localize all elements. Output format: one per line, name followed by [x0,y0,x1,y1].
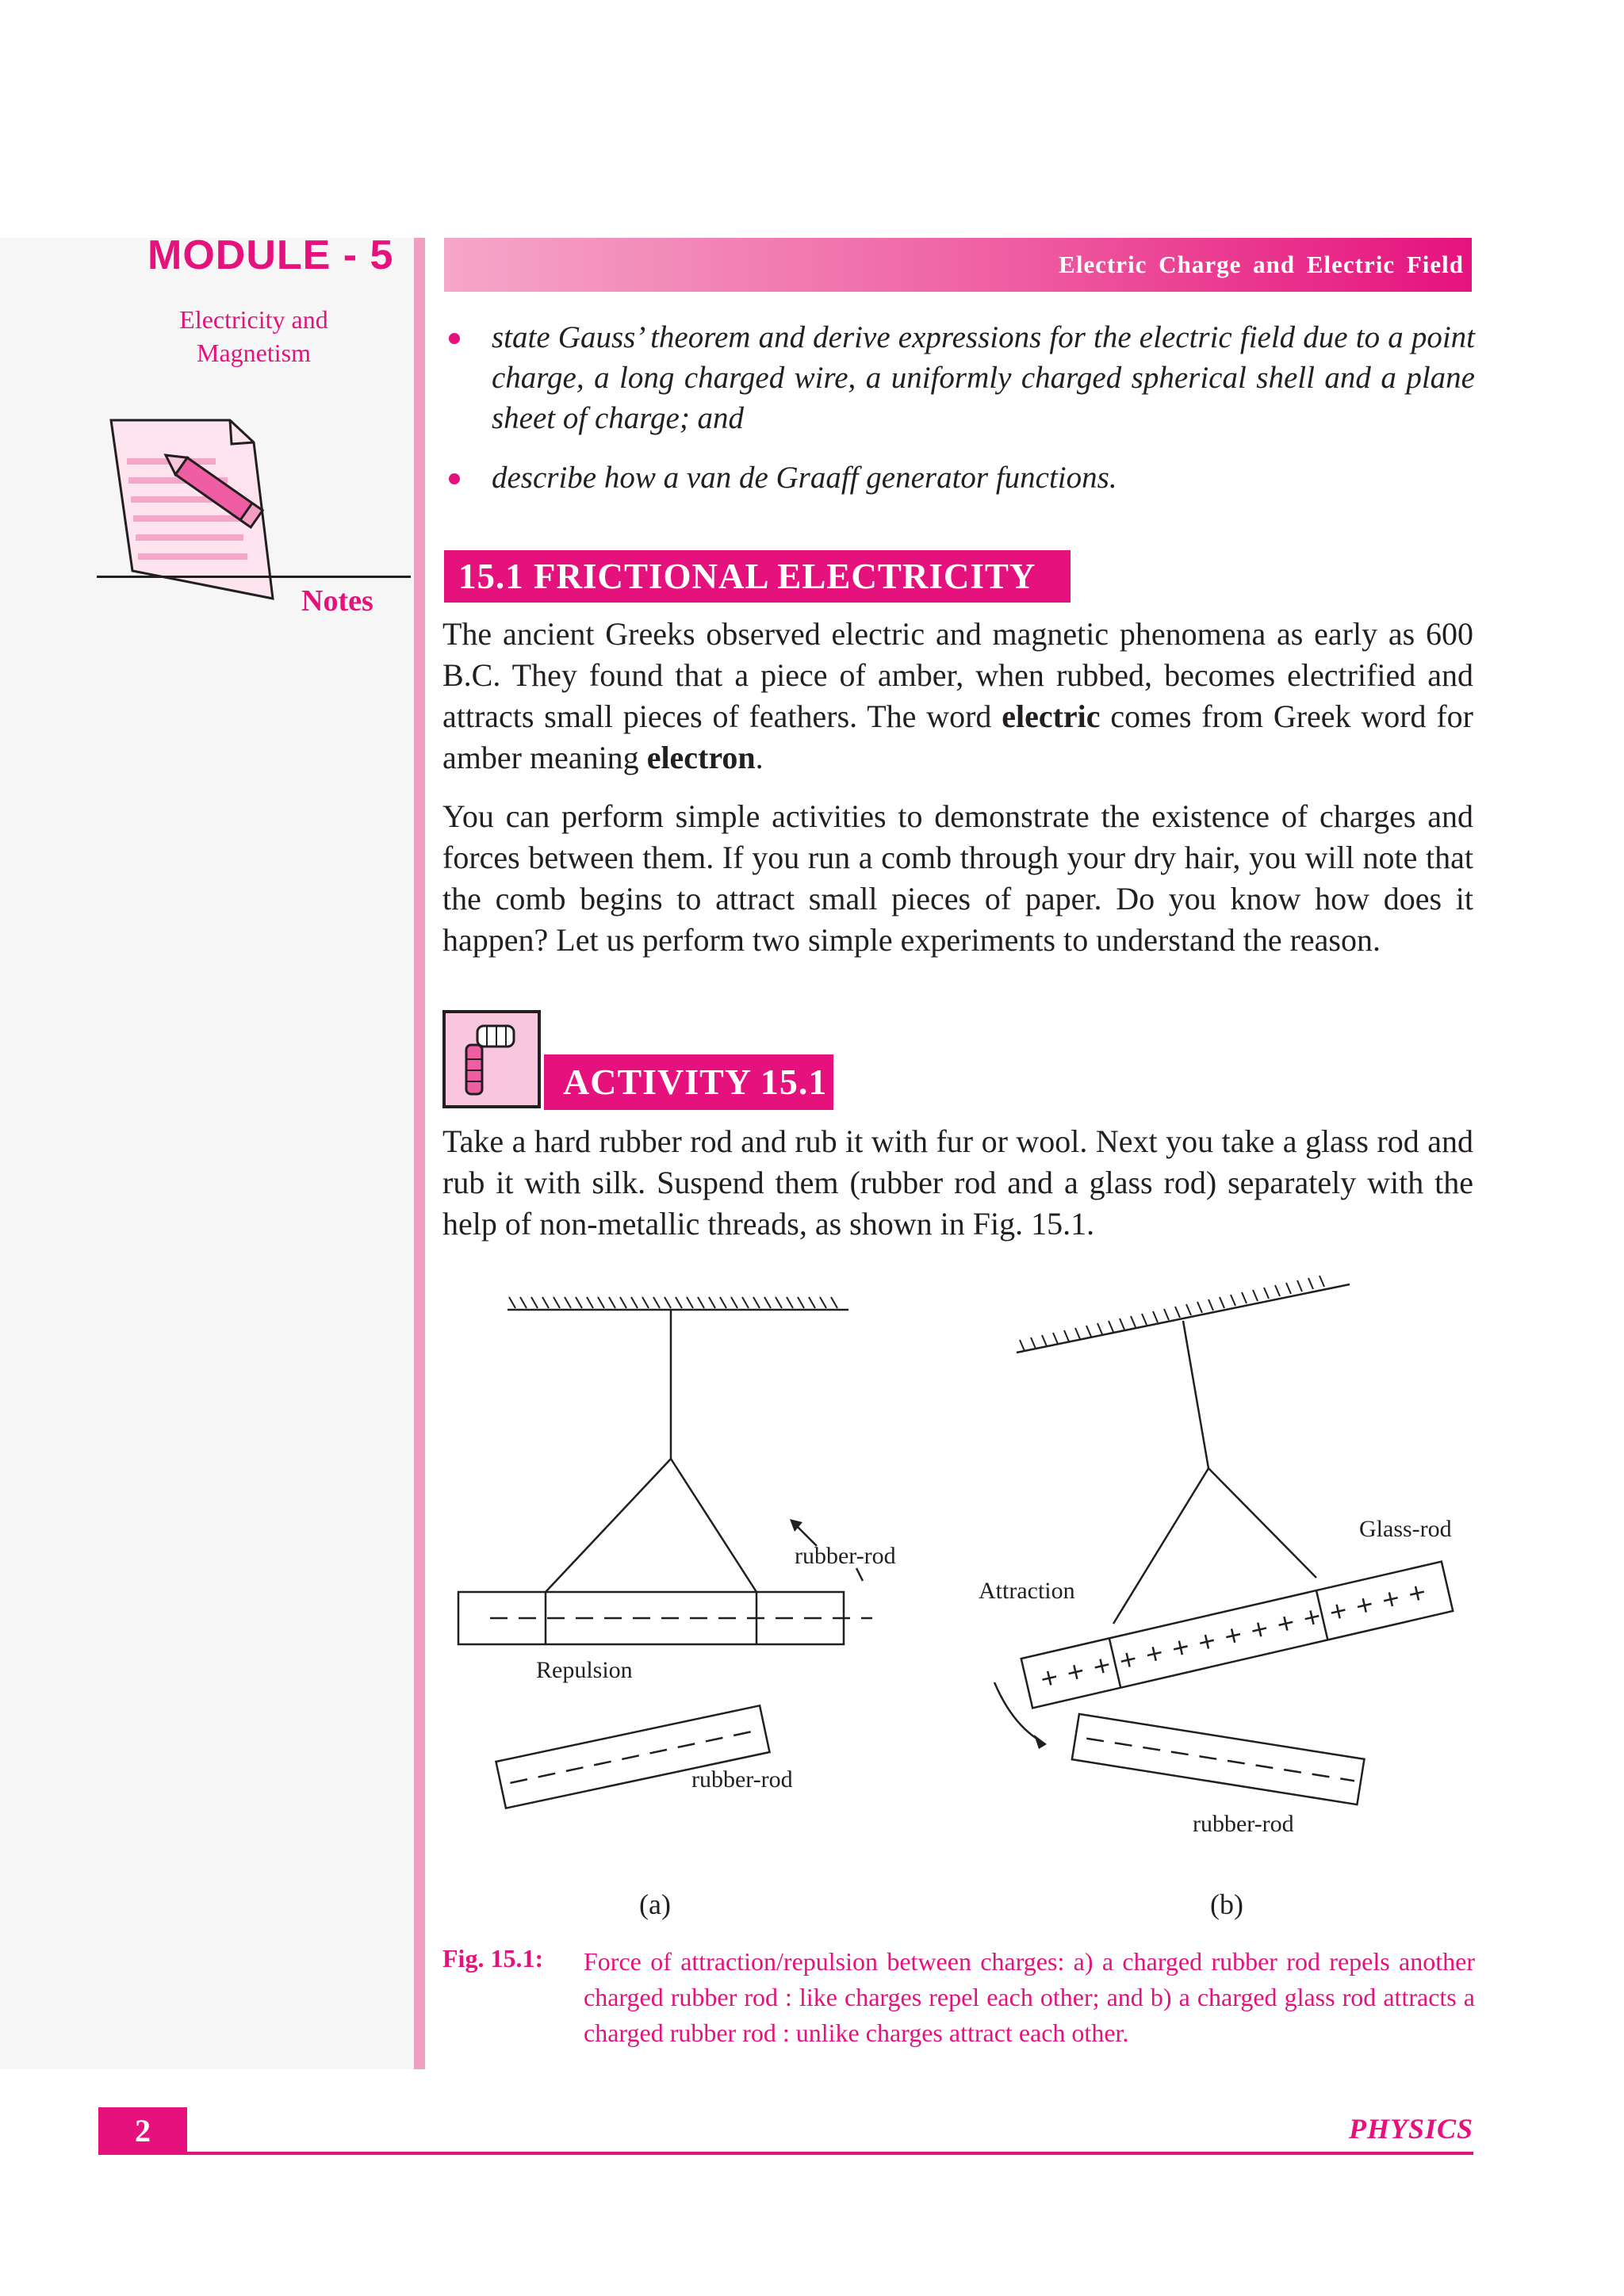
bullet-icon [449,333,460,344]
list-item: state Gauss’ theorem and derive expressions for the electric field due to a point charge, a long charged wire, a uniformly charged spherical shell and a plane sheet of charge; and [444,317,1475,438]
fig-b-rod-bottom-label: rubber-rod [1193,1811,1294,1837]
figure-15-1 [444,1261,1475,1927]
activity-hand-icon [442,1010,541,1108]
fig-a-sublabel: (a) [639,1888,671,1920]
sidebar-divider-bar [414,238,425,2069]
module-title: MODULE - 5 [147,232,394,278]
fig-a-force-label: Repulsion [536,1657,633,1683]
activity-heading: ACTIVITY 15.1 [544,1054,833,1110]
fig-b-rod-top-label: Glass-rod [1359,1516,1452,1542]
fig-a-rod-bottom-label: rubber-rod [691,1766,793,1793]
paragraph-activity-instructions: Take a hard rubber rod and rub it with fur or wool. Next you take a glass rod and rub it with silk. Suspend them (rubber rod and a glass rod) separately with the help of non-metallic threads, as shown in Fig. 15.1. [442,1123,1473,1242]
notes-pencil-icon [97,404,303,610]
bullet-icon [449,473,460,484]
footer-title: PHYSICS [1348,2113,1473,2145]
section-heading: 15.1 FRICTIONAL ELECTRICITY [444,550,1071,603]
paragraph-frictional-intro: The ancient Greeks observed electric and magnetic phenomena as early as 600 B.C. They found that a piece of amber, when rubbed, becomes electrified and attracts small pieces of feathers. The word electric comes from Greek word for amber meaning electron. [442,616,1473,775]
module-subtitle-line2: Magnetism [197,339,311,367]
figure-caption-label: Fig. 15.1: [442,1944,544,1973]
fig-a-rod-top-label: rubber-rod [795,1543,896,1569]
notes-label: Notes [301,584,373,618]
footer-rule [187,2152,1473,2155]
figure-caption-text: Force of attraction/repulsion between charges: a) a charged rubber rod repels another charged rubber rod : like charges repel each other; and b) a charged glass rod attracts a charged rubber rod : unlike charges attract each other. [584,1947,1475,2047]
objectives-list [444,317,1475,517]
paragraph-activities: You can perform simple activities to demonstrate the existence of charges and forces between them. If you run a comb through your dry hair, you will note that the comb begins to attract small pieces of paper. Do you know how does it happen? Let us perform two simple experiments to understand the reason. [442,798,1473,958]
module-subtitle [127,303,381,369]
module-subtitle-line1: Electricity and [179,305,328,334]
fig-b-force-label: Attraction [979,1578,1075,1604]
notes-rule [97,576,411,578]
list-item: describe how a van de Graaff generator functions. [444,457,1475,498]
fig-b-sublabel: (b) [1210,1888,1243,1920]
running-header [444,238,1472,292]
running-header-title: Electric Charge and Electric Field [1059,251,1464,278]
page-number: 2 [98,2107,187,2155]
